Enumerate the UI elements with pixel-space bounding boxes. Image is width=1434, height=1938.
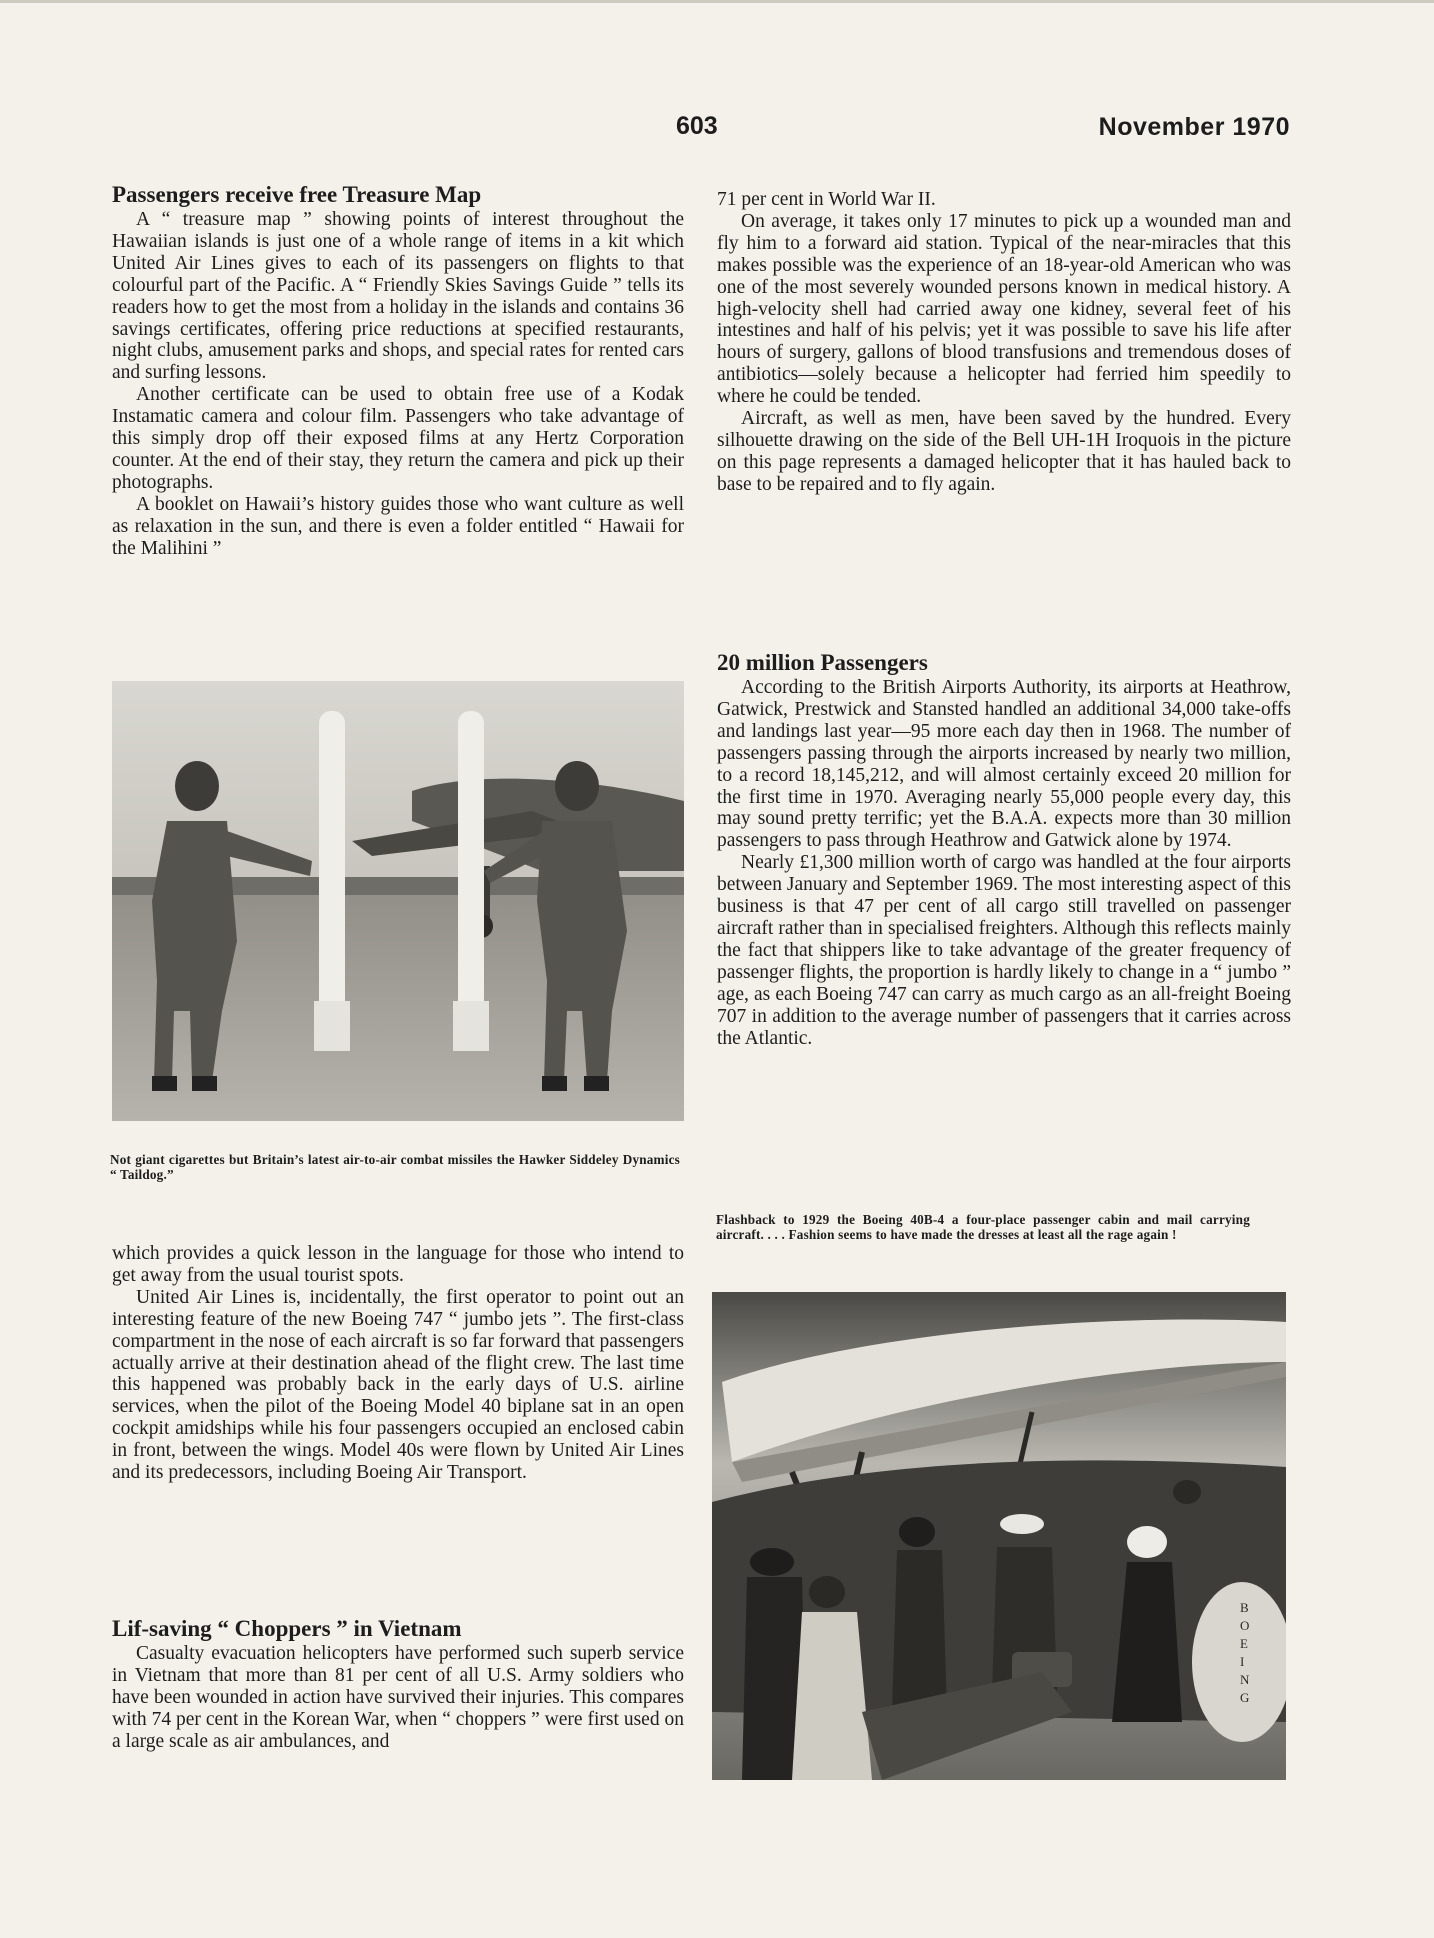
page-number: 603 [676, 112, 718, 140]
svg-text:I: I [1240, 1654, 1245, 1669]
article-paragraph: According to the British Airports Authority, its airports at Heathrow, Gatwick, Prestwick and Stansted handled an additional 34,000 take-offs and landings last year—95 more each day then in 1968. The number of passengers passing through the airports increased by nearly two million, to a record 18,145,212, and will almost certainly exceed 20 million for the first time in 1970. Averaging nearly 55,000 people every day, this may sound pretty terrific; yet the B.A.A. expects more than 30 million passengers to pass through Heathrow and Gatwick alone by 1974. [717, 677, 1291, 852]
taildog-caption: Not giant cigarettes but Britain’s latest air-to-air combat missiles the Hawker Siddeley Dynamics “ Taildog.” [110, 1152, 680, 1182]
article-paragraph: On average, it takes only 17 minutes to pick up a wounded man and fly him to a forward aid station. Typical of the near-miracles that this makes possible was the experience of an 18-year-old American who was one of the most severely wounded persons known in medical history. A high-velocity shell had carried away one kidney, several feet of his intestines and half of his pelvis; yet it was possible to save his life after hours of surgery, gallons of blood transfusions and tremendous doses of antibiotics—solely because a helicopter had ferried him speedily to where he could be tended. [717, 210, 1291, 408]
article-paragraph: Casualty evacuation helicopters have performed such superb service in Vietnam that more than 81 per cent of all U.S. Army soldiers who have been wounded in action have survived their injuries. This compares with 74 per cent in the Korean War, when “ choppers ” were first used on a large scale as air ambulances, and [112, 1643, 684, 1752]
article-paragraph: Nearly £1,300 million worth of cargo was handled at the four airports between January and September 1969. The most interesting aspect of this business is that 47 per cent of all cargo still travelled on passenger aircraft rather than in specialised freighters. Although this reflects mainly the fact that shippers like to take advantage of the greater frequency of passenger flights, the proportion is hardly likely to change in a “ jumbo ” age, as each Boeing 747 can carry as much cargo as an all-freight Boeing 707 in addition to the average number of passengers that it carries across the Atlantic. [717, 852, 1291, 1049]
article-paragraph: Another certificate can be used to obtain free use of a Kodak Instamatic camera and colour film. Passengers who take advantage of this simply drop off their exposed films at any Hertz Corporation counter. At the end of their stay, they return the camera and pick up their photographs. [112, 384, 684, 493]
article-paragraph: A booklet on Hawaii’s history guides those who want culture as well as relaxation in the sun, and there is even a folder entitled “ Hawaii for the Malihini ” [112, 493, 684, 559]
article-treasure-map [112, 182, 684, 560]
article-paragraph: Aircraft, as well as men, have been saved by the hundred. Every silhouette drawing on the side of the Bell UH-1H Iroquois in the picture on this page represents a damaged helicopter that it has hauled back to base to be repaired and to fly again. [717, 408, 1291, 495]
issue-date: November 1970 [1098, 113, 1290, 141]
article-paragraph: United Air Lines is, incidentally, the first operator to point out an interesting feature of the new Boeing 747 “ jumbo jets ”. The first-class compartment in the nose of each aircraft is so far forward that passengers actually arrive at their destination ahead of the flight crew. The last time this happened was probably back in the early days of U.S. airline services, when the pilot of the Boeing Model 40 biplane sat in an open cockpit amidships while his four passengers occupied an enclosed cabin in front, between the wings. Model 40s were flown by United Air Lines and its predecessors, including Boeing Air Transport. [112, 1286, 684, 1484]
article-treasure-map-continued [112, 1243, 684, 1484]
article-paragraph: 71 per cent in World War II. [717, 189, 936, 210]
fuselage-lettering: B [1240, 1600, 1249, 1615]
article-vietnam [112, 1616, 684, 1753]
article-paragraph: A “ treasure map ” showing points of interest throughout the Hawaiian islands is just one of a whole range of items in a kit which United Air Lines gives to each of its passengers on flights to that colourful part of the Pacific. A “ Friendly Skies Savings Guide ” tells its readers how to get the most from a holiday in the islands and contains 36 savings certificates, offering price reductions at specified restaurants, night clubs, amusement parks and shops, and special rates for rented cars and surfing lessons. [112, 209, 684, 384]
article-vietnam-continued [717, 189, 1291, 496]
article-20-million-passengers [717, 650, 1291, 1049]
article-heading: Passengers receive free Treasure Map [112, 182, 482, 207]
svg-text:N: N [1240, 1672, 1250, 1687]
boeing-caption: Flashback to 1929 the Boeing 40B-4 a four-place passenger cabin and mail carrying aircraft. . . . Fashion seems to have made the dresses at least all the rage again ! [716, 1212, 1250, 1242]
article-heading: 20 million Passengers [717, 650, 928, 675]
taildog-missiles-photo [112, 681, 684, 1121]
article-heading: Lif-saving “ Choppers ” in Vietnam [112, 1616, 462, 1641]
boeing-40b4-photo [712, 1292, 1286, 1780]
top-edge-rule [0, 0, 1434, 3]
svg-text:O: O [1240, 1618, 1250, 1633]
svg-text:G: G [1240, 1690, 1250, 1705]
svg-text:E: E [1240, 1636, 1248, 1651]
article-paragraph: which provides a quick lesson in the language for those who intend to get away from the usual tourist spots. [112, 1243, 684, 1286]
